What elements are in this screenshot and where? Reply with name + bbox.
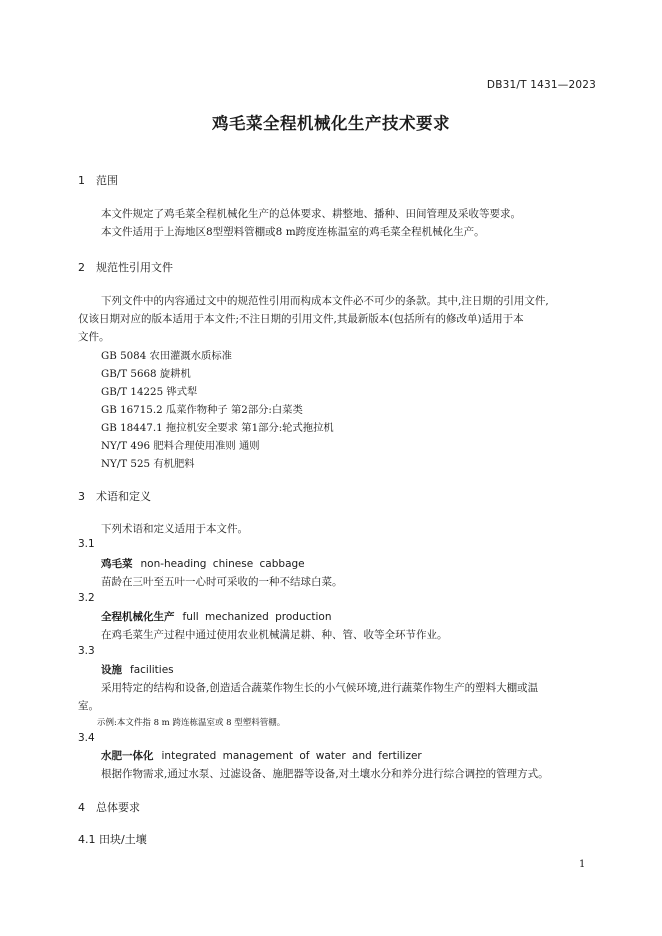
term-number: 3.4	[78, 732, 95, 744]
term-definition-line: 室。	[78, 700, 99, 712]
paragraph-line: 仅该日期对应的版本适用于本文件;不注日期的引用文件,其最新版本(包括所有的修改单)适用于本	[78, 313, 524, 325]
term-number: 3.2	[78, 592, 95, 604]
reference-item: GB/T 14225 铧式犁	[101, 386, 198, 398]
section-heading-2	[78, 259, 173, 275]
term-number: 3.1	[78, 538, 95, 550]
subsection-heading-4-1: 4.1 田块/土壤	[78, 833, 147, 846]
paragraph-line: 下列文件中的内容通过文中的规范性引用而构成本文件必不可少的条款。其中,注日期的引用文件,	[101, 295, 549, 307]
term-cn: 全程机械化生产	[101, 611, 175, 623]
term-cn: 设施	[101, 664, 122, 676]
term-definition: 苗龄在三叶至五叶一心时可采收的一种不结球白菜。	[101, 576, 343, 588]
term-cn: 鸡毛菜	[101, 558, 133, 570]
section-title: 范围	[96, 174, 118, 187]
page-number: 1	[579, 859, 586, 870]
reference-item: GB 18447.1 拖拉机安全要求 第1部分:轮式拖拉机	[101, 422, 334, 434]
section-heading-3	[78, 488, 151, 504]
term-cn: 水肥一体化	[101, 750, 154, 762]
term-entry	[101, 609, 332, 624]
term-entry	[101, 556, 305, 571]
paragraph-line: 文件。	[78, 331, 110, 343]
section-heading-4	[78, 799, 140, 815]
reference-item: GB/T 5668 旋耕机	[101, 368, 191, 380]
term-entry	[101, 662, 174, 677]
example-note: 示例:本文件指 8 m 跨连栋温室或 8 型塑料管棚。	[97, 718, 286, 728]
reference-item: GB 5084 农田灌溉水质标准	[101, 350, 232, 362]
term-definition-line: 采用特定的结构和设备,创造适合蔬菜作物生长的小气候环境,进行蔬菜作物生产的塑料大棚或温	[101, 682, 539, 694]
paragraph: 本文件规定了鸡毛菜全程机械化生产的总体要求、耕整地、播种、田间管理及采收等要求。	[101, 208, 521, 220]
document-code: DB31/T 1431—2023	[486, 79, 596, 91]
section-heading-1	[78, 172, 118, 188]
document-title: 鸡毛菜全程机械化生产技术要求	[212, 114, 450, 133]
term-number: 3.3	[78, 645, 95, 657]
section-title: 术语和定义	[96, 490, 151, 503]
section-title: 总体要求	[96, 801, 140, 814]
section-title: 规范性引用文件	[96, 261, 173, 274]
paragraph: 本文件适用于上海地区8型塑料管棚或8 m跨度连栋温室的鸡毛菜全程机械化生产。	[101, 226, 485, 238]
section-number: 1	[78, 174, 85, 187]
reference-item: GB 16715.2 瓜菜作物种子 第2部分:白菜类	[101, 404, 303, 416]
term-definition: 在鸡毛菜生产过程中通过使用农业机械满足耕、种、管、收等全环节作业。	[101, 629, 448, 641]
reference-item: NY/T 496 肥料合理使用准则 通则	[101, 440, 260, 452]
paragraph: 下列术语和定义适用于本文件。	[101, 523, 248, 535]
section-number: 4	[78, 801, 85, 814]
term-en: facilities	[130, 664, 174, 676]
term-definition: 根据作物需求,通过水泵、过滤设备、施肥器等设备,对土壤水分和养分进行综合调控的管理方式。	[101, 768, 549, 780]
term-entry	[101, 748, 422, 763]
term-en: non-heading chinese cabbage	[140, 558, 305, 570]
term-en: full mechanized production	[182, 611, 332, 623]
term-en: integrated management of water and fertilizer	[161, 750, 422, 762]
section-number: 2	[78, 261, 85, 274]
reference-item: NY/T 525 有机肥料	[101, 458, 195, 470]
section-number: 3	[78, 490, 85, 503]
